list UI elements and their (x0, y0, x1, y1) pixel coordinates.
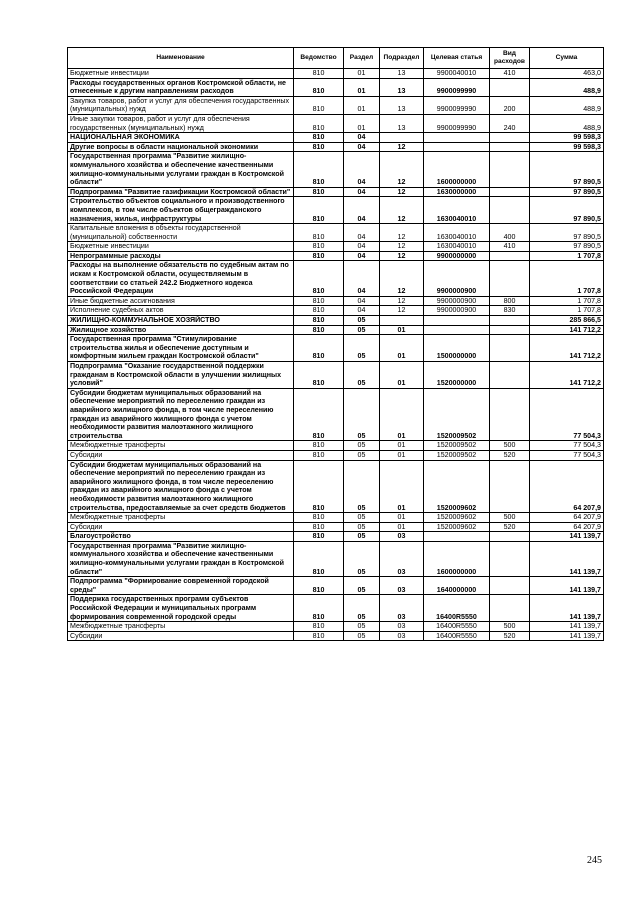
cell-name: Иные бюджетные ассигнования (68, 296, 294, 306)
header-target-item: Целевая статья (424, 48, 490, 69)
cell-expense-type (490, 142, 530, 152)
table-row (68, 251, 604, 261)
cell-subsection (380, 133, 424, 143)
table-row (68, 362, 604, 389)
cell-section: 01 (344, 69, 380, 79)
cell-target-item: 16400R5550 (424, 631, 490, 641)
cell-target-item: 1520009602 (424, 513, 490, 523)
cell-name: Субсидии (68, 450, 294, 460)
cell-target-item: 1520000000 (424, 362, 490, 389)
cell-department: 810 (294, 441, 344, 451)
cell-name: Расходы на выполнение обязательств по судебным актам по искам к Костромской области, осуществляемым в соответствии со статьей 242.2 Бюджетного кодекса Российской Федерации (68, 261, 294, 296)
cell-subsection: 12 (380, 152, 424, 187)
cell-department: 810 (294, 460, 344, 513)
cell-amount: 488,9 (530, 96, 604, 114)
cell-name: Субсидии (68, 522, 294, 532)
cell-target-item: 9900099990 (424, 78, 490, 96)
cell-amount: 141 712,2 (530, 335, 604, 362)
cell-section: 05 (344, 522, 380, 532)
cell-name: Иные закупки товаров, работ и услуг для обеспечения государственных (муниципальных) нужд (68, 114, 294, 132)
cell-section: 04 (344, 152, 380, 187)
cell-section: 05 (344, 325, 380, 335)
cell-name: Государственная программа "Развитие жилищно-коммунального хозяйства и обеспечение качественными жилищно-коммунальными услугами граждан в Костромской области" (68, 541, 294, 576)
cell-subsection: 03 (380, 577, 424, 595)
header-department: Ведомство (294, 48, 344, 69)
cell-department: 810 (294, 242, 344, 252)
cell-subsection: 03 (380, 541, 424, 576)
cell-name: Строительство объектов социального и производственного комплексов, в том числе объектов общегражданского назначения, жилья, инфраструктуры (68, 197, 294, 224)
cell-target-item: 16400R5550 (424, 595, 490, 622)
cell-amount: 285 866,5 (530, 316, 604, 326)
cell-amount: 97 890,5 (530, 187, 604, 197)
table-row (68, 513, 604, 523)
cell-subsection: 12 (380, 242, 424, 252)
cell-department: 810 (294, 316, 344, 326)
cell-subsection: 01 (380, 325, 424, 335)
cell-section: 04 (344, 261, 380, 296)
cell-section: 04 (344, 142, 380, 152)
cell-subsection: 03 (380, 595, 424, 622)
cell-amount: 488,9 (530, 114, 604, 132)
cell-amount: 141 139,7 (530, 622, 604, 632)
cell-section: 05 (344, 595, 380, 622)
cell-expense-type (490, 251, 530, 261)
cell-subsection: 12 (380, 296, 424, 306)
cell-amount: 97 890,5 (530, 224, 604, 242)
table-row (68, 96, 604, 114)
cell-name: Подпрограмма "Развитие газификации Костромской области" (68, 187, 294, 197)
cell-target-item: 9900000000 (424, 251, 490, 261)
cell-subsection: 01 (380, 362, 424, 389)
cell-amount: 64 207,9 (530, 460, 604, 513)
table-row (68, 595, 604, 622)
table-row (68, 142, 604, 152)
cell-name: Расходы государственных органов Костромской области, не отнесенные к другим направлениям расходов (68, 78, 294, 96)
table-row (68, 622, 604, 632)
page-number: 245 (587, 855, 602, 866)
cell-department: 810 (294, 96, 344, 114)
cell-name: Субсидии бюджетам муниципальных образований на обеспечение мероприятий по переселению граждан из аварийного жилищного фонда, в том числе переселению граждан из аварийного жилищного фонда с учетом необходимости развития малоэтажного жилищного строительства (68, 388, 294, 441)
cell-expense-type: 410 (490, 242, 530, 252)
cell-name: Подпрограмма "Формирование современной городской среды" (68, 577, 294, 595)
cell-section: 04 (344, 251, 380, 261)
cell-target-item: 1520009502 (424, 388, 490, 441)
cell-name: ЖИЛИЩНО-КОММУНАЛЬНОЕ ХОЗЯЙСТВО (68, 316, 294, 326)
cell-target-item: 9900099990 (424, 114, 490, 132)
cell-expense-type: 520 (490, 450, 530, 460)
cell-expense-type (490, 197, 530, 224)
cell-subsection: 12 (380, 187, 424, 197)
cell-section: 05 (344, 622, 380, 632)
table-row (68, 187, 604, 197)
cell-subsection: 01 (380, 522, 424, 532)
cell-department: 810 (294, 577, 344, 595)
cell-name: Другие вопросы в области национальной экономики (68, 142, 294, 152)
cell-name: Закупка товаров, работ и услуг для обеспечения государственных (муниципальных) нужд (68, 96, 294, 114)
cell-expense-type (490, 78, 530, 96)
cell-expense-type (490, 460, 530, 513)
cell-amount: 97 890,5 (530, 152, 604, 187)
cell-name: Государственная программа "Развитие жилищно-коммунального хозяйства и обеспечение качественными жилищно-коммунальными услугами граждан в Костромской области" (68, 152, 294, 187)
table-row (68, 522, 604, 532)
cell-target-item: 9900040010 (424, 69, 490, 79)
cell-department: 810 (294, 541, 344, 576)
cell-expense-type (490, 362, 530, 389)
cell-subsection: 03 (380, 631, 424, 641)
cell-expense-type: 400 (490, 224, 530, 242)
cell-amount: 99 598,3 (530, 142, 604, 152)
table-row (68, 306, 604, 316)
cell-target-item (424, 316, 490, 326)
cell-section: 05 (344, 460, 380, 513)
cell-expense-type (490, 541, 530, 576)
cell-name: Бюджетные инвестиции (68, 69, 294, 79)
cell-department: 810 (294, 296, 344, 306)
cell-subsection: 01 (380, 335, 424, 362)
cell-department: 810 (294, 335, 344, 362)
cell-department: 810 (294, 532, 344, 542)
cell-section: 04 (344, 306, 380, 316)
cell-target-item: 1630040010 (424, 197, 490, 224)
cell-target-item: 1640000000 (424, 577, 490, 595)
cell-subsection: 01 (380, 460, 424, 513)
cell-target-item: 1630040010 (424, 242, 490, 252)
cell-target-item (424, 325, 490, 335)
cell-name: Государственная программа "Стимулирование строительства жилья и обеспечение доступным и комфортным жильем граждан Костромской области" (68, 335, 294, 362)
cell-subsection: 12 (380, 142, 424, 152)
cell-section: 05 (344, 388, 380, 441)
cell-expense-type: 410 (490, 69, 530, 79)
cell-department: 810 (294, 261, 344, 296)
cell-expense-type (490, 388, 530, 441)
cell-target-item (424, 532, 490, 542)
table-body (68, 69, 604, 641)
cell-subsection: 12 (380, 261, 424, 296)
cell-amount: 488,9 (530, 78, 604, 96)
header-expense-type: Вид расходов (490, 48, 530, 69)
cell-amount: 97 890,5 (530, 242, 604, 252)
cell-target-item: 9900000900 (424, 306, 490, 316)
cell-expense-type: 200 (490, 96, 530, 114)
cell-department: 810 (294, 142, 344, 152)
cell-department: 810 (294, 224, 344, 242)
cell-department: 810 (294, 388, 344, 441)
cell-section: 04 (344, 242, 380, 252)
table-row (68, 335, 604, 362)
cell-amount: 141 139,7 (530, 532, 604, 542)
table-row (68, 261, 604, 296)
cell-expense-type (490, 187, 530, 197)
cell-section: 01 (344, 78, 380, 96)
cell-expense-type (490, 595, 530, 622)
cell-subsection: 13 (380, 96, 424, 114)
cell-target-item: 9900000900 (424, 261, 490, 296)
header-section: Раздел (344, 48, 380, 69)
cell-expense-type (490, 335, 530, 362)
cell-amount: 77 504,3 (530, 450, 604, 460)
cell-subsection: 01 (380, 513, 424, 523)
cell-amount: 141 712,2 (530, 362, 604, 389)
cell-target-item: 1520009502 (424, 441, 490, 451)
cell-expense-type: 800 (490, 296, 530, 306)
cell-department: 810 (294, 187, 344, 197)
table-row (68, 114, 604, 132)
cell-target-item: 9900099990 (424, 96, 490, 114)
cell-department: 810 (294, 78, 344, 96)
cell-section: 01 (344, 114, 380, 132)
table-row (68, 224, 604, 242)
table-row (68, 532, 604, 542)
cell-section: 05 (344, 577, 380, 595)
table-row (68, 450, 604, 460)
cell-department: 810 (294, 69, 344, 79)
cell-subsection (380, 316, 424, 326)
cell-target-item (424, 142, 490, 152)
cell-expense-type: 500 (490, 622, 530, 632)
cell-amount: 64 207,9 (530, 513, 604, 523)
cell-amount: 97 890,5 (530, 197, 604, 224)
cell-target-item: 1520009602 (424, 522, 490, 532)
cell-department: 810 (294, 622, 344, 632)
cell-department: 810 (294, 325, 344, 335)
cell-expense-type (490, 532, 530, 542)
cell-expense-type: 830 (490, 306, 530, 316)
cell-department: 810 (294, 152, 344, 187)
cell-section: 05 (344, 513, 380, 523)
cell-subsection: 12 (380, 197, 424, 224)
cell-name: Исполнение судебных актов (68, 306, 294, 316)
cell-subsection: 03 (380, 622, 424, 632)
cell-department: 810 (294, 197, 344, 224)
cell-amount: 99 598,3 (530, 133, 604, 143)
cell-expense-type: 500 (490, 513, 530, 523)
cell-subsection: 12 (380, 251, 424, 261)
budget-table (67, 47, 604, 641)
cell-section: 05 (344, 450, 380, 460)
cell-expense-type (490, 325, 530, 335)
cell-amount: 141 139,7 (530, 577, 604, 595)
table-row (68, 78, 604, 96)
cell-target-item: 9900000900 (424, 296, 490, 306)
cell-section: 05 (344, 631, 380, 641)
cell-expense-type (490, 261, 530, 296)
table-row (68, 631, 604, 641)
cell-subsection: 03 (380, 532, 424, 542)
cell-department: 810 (294, 114, 344, 132)
cell-section: 04 (344, 296, 380, 306)
cell-department: 810 (294, 513, 344, 523)
cell-section: 05 (344, 532, 380, 542)
cell-name: Непрограммные расходы (68, 251, 294, 261)
cell-target-item: 16400R5550 (424, 622, 490, 632)
cell-section: 05 (344, 541, 380, 576)
cell-name: Жилищное хозяйство (68, 325, 294, 335)
cell-subsection: 01 (380, 388, 424, 441)
cell-target-item: 1520009602 (424, 460, 490, 513)
cell-target-item: 1630040010 (424, 224, 490, 242)
cell-name: Межбюджетные трансферты (68, 441, 294, 451)
cell-target-item: 1600000000 (424, 541, 490, 576)
cell-name: НАЦИОНАЛЬНАЯ ЭКОНОМИКА (68, 133, 294, 143)
cell-expense-type (490, 133, 530, 143)
cell-name: Поддержка государственных программ субъектов Российской Федерации и муниципальных программ формирования современной городской среды (68, 595, 294, 622)
table-row (68, 133, 604, 143)
cell-expense-type: 520 (490, 631, 530, 641)
cell-target-item: 1600000000 (424, 152, 490, 187)
cell-amount: 77 504,3 (530, 441, 604, 451)
header-name: Наименование (68, 48, 294, 69)
table-row (68, 441, 604, 451)
table-row (68, 325, 604, 335)
cell-amount: 141 712,2 (530, 325, 604, 335)
cell-amount: 463,0 (530, 69, 604, 79)
cell-subsection: 13 (380, 69, 424, 79)
table-row (68, 577, 604, 595)
cell-amount: 1 707,8 (530, 261, 604, 296)
cell-name: Капитальные вложения в объекты государственной (муниципальной) собственности (68, 224, 294, 242)
cell-section: 04 (344, 187, 380, 197)
cell-amount: 1 707,8 (530, 251, 604, 261)
cell-section: 04 (344, 133, 380, 143)
cell-section: 04 (344, 197, 380, 224)
table-row (68, 152, 604, 187)
cell-target-item: 1630000000 (424, 187, 490, 197)
cell-expense-type (490, 577, 530, 595)
cell-department: 810 (294, 306, 344, 316)
cell-name: Субсидии бюджетам муниципальных образований на обеспечение мероприятий по переселению граждан из аварийного жилищного фонда, в том числе переселению граждан из аварийного жилищного фонда с учетом необходимости развития малоэтажного жилищного строительства, предоставляемые за счет средств бюджетов (68, 460, 294, 513)
cell-section: 04 (344, 224, 380, 242)
cell-name: Бюджетные инвестиции (68, 242, 294, 252)
cell-subsection: 13 (380, 114, 424, 132)
cell-department: 810 (294, 522, 344, 532)
cell-subsection: 01 (380, 441, 424, 451)
table-row (68, 296, 604, 306)
cell-section: 05 (344, 441, 380, 451)
table-row (68, 541, 604, 576)
table-row (68, 460, 604, 513)
cell-department: 810 (294, 631, 344, 641)
table-header-row (68, 48, 604, 69)
table-row (68, 242, 604, 252)
cell-department: 810 (294, 133, 344, 143)
cell-department: 810 (294, 450, 344, 460)
table-row (68, 388, 604, 441)
cell-target-item: 1520009502 (424, 450, 490, 460)
cell-department: 810 (294, 362, 344, 389)
cell-subsection: 12 (380, 306, 424, 316)
cell-name: Межбюджетные трансферты (68, 513, 294, 523)
cell-subsection: 12 (380, 224, 424, 242)
cell-amount: 141 139,7 (530, 595, 604, 622)
cell-name: Межбюджетные трансферты (68, 622, 294, 632)
cell-target-item: 1500000000 (424, 335, 490, 362)
cell-expense-type: 520 (490, 522, 530, 532)
cell-expense-type: 240 (490, 114, 530, 132)
cell-subsection: 13 (380, 78, 424, 96)
cell-amount: 1 707,8 (530, 296, 604, 306)
cell-section: 05 (344, 362, 380, 389)
cell-target-item (424, 133, 490, 143)
header-amount: Сумма (530, 48, 604, 69)
cell-department: 810 (294, 251, 344, 261)
cell-name: Субсидии (68, 631, 294, 641)
cell-amount: 77 504,3 (530, 388, 604, 441)
cell-expense-type (490, 316, 530, 326)
cell-amount: 141 139,7 (530, 541, 604, 576)
cell-section: 05 (344, 335, 380, 362)
table-row (68, 197, 604, 224)
cell-expense-type: 500 (490, 441, 530, 451)
cell-section: 01 (344, 96, 380, 114)
cell-amount: 141 139,7 (530, 631, 604, 641)
table-row (68, 69, 604, 79)
table-row (68, 316, 604, 326)
cell-expense-type (490, 152, 530, 187)
cell-name: Подпрограмма "Оказание государственной поддержки гражданам в Костромской области в улучшении жилищных условий" (68, 362, 294, 389)
cell-subsection: 01 (380, 450, 424, 460)
cell-name: Благоустройство (68, 532, 294, 542)
header-subsection: Подраздел (380, 48, 424, 69)
cell-department: 810 (294, 595, 344, 622)
cell-section: 05 (344, 316, 380, 326)
cell-amount: 1 707,8 (530, 306, 604, 316)
cell-amount: 64 207,9 (530, 522, 604, 532)
